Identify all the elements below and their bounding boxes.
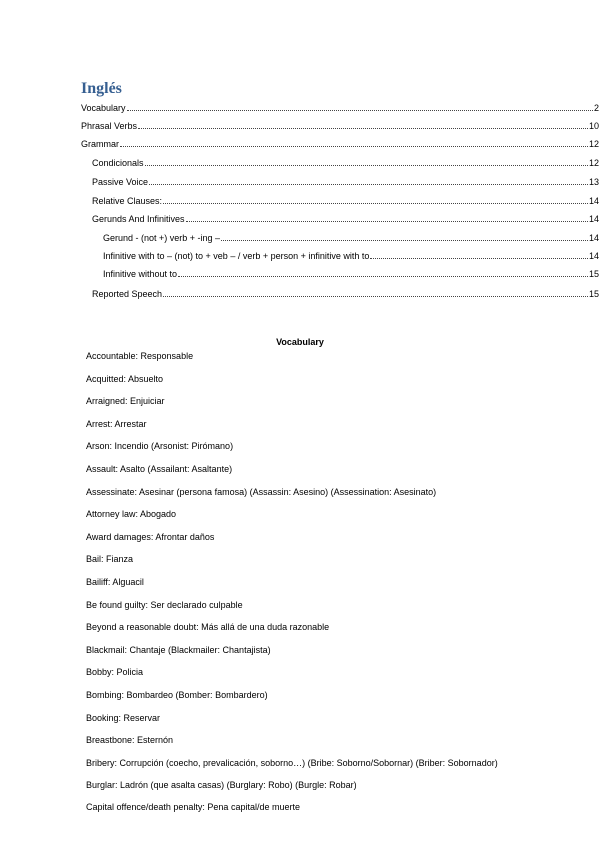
vocabulary-item: Arrest: Arrestar (86, 418, 147, 429)
vocabulary-item: Burglar: Ladrón (que asalta casas) (Burglary: Robo) (Burgle: Robar) (86, 779, 357, 790)
toc-entry-label: Infinitive with to – (not) to + veb – / verb + person + infinitive with to (103, 251, 370, 261)
vocabulary-item: Acquitted: Absuelto (86, 373, 164, 384)
vocabulary-item: Breastbone: Esternón (86, 735, 174, 746)
vocabulary-item: Capital offence/death penalty: Pena capital/de muerte (86, 802, 300, 813)
toc-entry-label: Grammar (81, 139, 119, 149)
toc-entry[interactable] (92, 176, 599, 187)
toc-entry[interactable] (92, 213, 599, 224)
vocabulary-item: Assault: Asalto (Assailant: Asaltante) (86, 463, 233, 474)
toc-entry-label: Infinitive without to (103, 269, 178, 279)
toc-entry-page: 12 (588, 158, 599, 168)
toc-entry[interactable] (103, 268, 599, 279)
toc-entry[interactable] (81, 102, 599, 113)
toc-leader-dots (186, 213, 588, 222)
toc-leader-dots (178, 268, 588, 277)
toc-entry-page: 15 (588, 269, 599, 279)
toc-entry-label: Relative Clauses: (92, 196, 163, 206)
toc-entry-page: 2 (593, 103, 599, 113)
toc-leader-dots (163, 195, 588, 204)
vocabulary-item: Booking: Reservar (86, 712, 161, 723)
vocabulary-item: Arson: Incendio (Arsonist: Pirómano) (86, 441, 234, 452)
vocabulary-item: Blackmail: Chantaje (Blackmailer: Chantajista) (86, 644, 271, 655)
toc-entry[interactable] (103, 232, 599, 243)
toc-entry[interactable] (92, 157, 599, 168)
vocabulary-item: Accountable: Responsable (86, 351, 194, 361)
vocabulary-heading: Vocabulary (276, 337, 324, 347)
toc-entry-page: 13 (588, 177, 599, 187)
vocabulary-item: Award damages: Afrontar daños (86, 531, 215, 542)
toc-entry-page: 14 (588, 196, 599, 206)
vocabulary-item: Arraigned: Enjuiciar (86, 396, 165, 407)
vocabulary-item: Attorney law: Abogado (86, 509, 177, 520)
vocabulary-item: Bobby: Policia (86, 667, 144, 678)
toc-entry[interactable] (92, 195, 599, 206)
toc-leader-dots (370, 250, 588, 259)
vocabulary-item: Bribery: Corrupción (coecho, prevalicación, soborno…) (Bribe: Soborno/Sobornar) (Briber: Sobornador) (86, 757, 498, 768)
toc-entry-page: 12 (588, 139, 599, 149)
toc-leader-dots (120, 138, 588, 147)
toc-entry-page: 15 (588, 289, 599, 299)
toc-leader-dots (138, 120, 588, 129)
toc-leader-dots (221, 232, 588, 241)
toc-entry-page: 14 (588, 214, 599, 224)
vocabulary-item: Bailiff: Alguacil (86, 576, 144, 587)
toc-leader-dots (127, 102, 593, 111)
vocabulary-item: Beyond a reasonable doubt: Más allá de una duda razonable (86, 622, 330, 633)
vocabulary-item: Be found guilty: Ser declarado culpable (86, 599, 243, 610)
toc-entry[interactable] (81, 120, 599, 131)
toc-leader-dots (149, 176, 588, 185)
document-title: Inglés (81, 80, 122, 97)
toc-entry[interactable] (92, 288, 599, 299)
vocabulary-item: Bail: Fianza (86, 554, 134, 565)
toc-entry-page: 14 (588, 233, 599, 243)
vocabulary-item: Assessinate: Asesinar (persona famosa) (Assassin: Asesino) (Assessination: Asesinato) (86, 486, 437, 497)
toc-entry-page: 10 (588, 121, 599, 131)
toc-entry-label: Vocabulary (81, 103, 126, 113)
toc-entry-label: Condicionals (92, 158, 144, 168)
toc-entry-label: Reported Speech (92, 289, 163, 299)
vocabulary-list (86, 350, 506, 824)
toc-entry-label: Gerund - (not +) verb + -ing – (103, 233, 221, 243)
toc-entry[interactable] (103, 250, 599, 261)
toc-entry-label: Phrasal Verbs (81, 121, 138, 131)
toc-entry-page: 14 (588, 251, 599, 261)
toc-leader-dots (163, 288, 588, 297)
toc-entry-label: Gerunds And Infinitives (92, 214, 185, 224)
vocabulary-item: Bombing: Bombardeo (Bomber: Bombardero) (86, 689, 268, 700)
toc-leader-dots (145, 157, 588, 166)
toc-entry-label: Passive Voice (92, 177, 149, 187)
toc-entry[interactable] (81, 138, 599, 149)
